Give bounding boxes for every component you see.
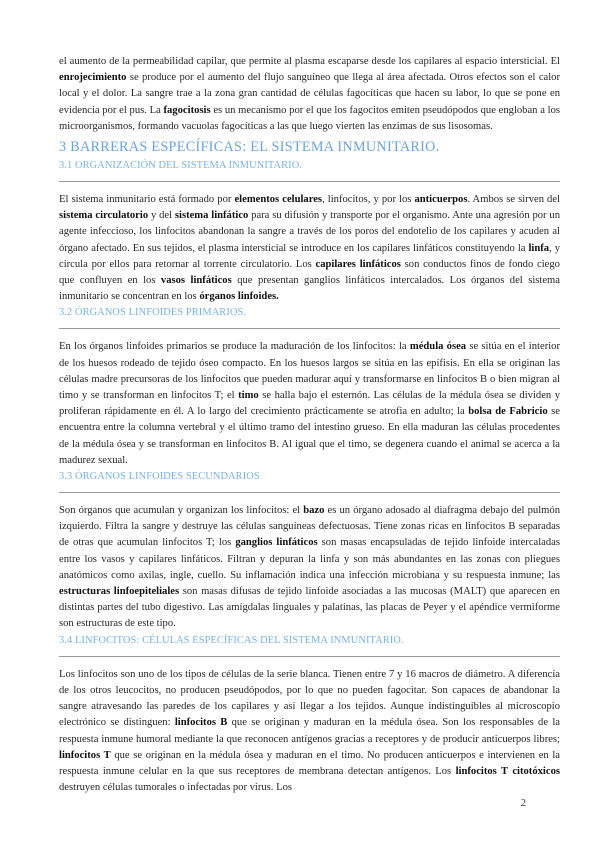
section-divider: [59, 492, 560, 493]
section-3-1-paragraph: El sistema inmunitario está formado por elementos celulares, linfocitos, y por los anticuerpos. Ambos se sirven del sistema circulatorio y del sistema linfático para su difusión y transporte por el organismo. Ante una agresión por un agente infeccioso, los linfocitos abandonan la sangre a través de los poros del endotelio de los capilares y acuden al órgano afectado. En sus tejidos, el plasma intersticial se introduce en los capilares linfáticos constituyendo la linfa, y circula por ellos para retornar al torrente circulatorio. Los capilares linfáticos son conductos finos de fondo ciego que confluyen en los vasos linfáticos que presentan ganglios linfáticos intercalados. Los órganos del sistema inmunitario se concentran en los órganos linfoides.: [59, 194, 561, 303]
section-3-3-heading: 3.3 ÓRGANOS LINFOIDES SECUNDARIOS: [59, 471, 260, 483]
section-3-heading: 3 BARRERAS ESPECÍFICAS: EL SISTEMA INMUNITARIO.: [59, 139, 440, 156]
section-divider: [59, 181, 560, 182]
section-3-1-heading: 3.1 ORGANIZACIÓN DEL SISTEMA INMUNITARIO.: [59, 160, 303, 172]
section-3-2-heading: 3.2 ÓRGANOS LINFOIDES PRIMARIOS.: [59, 307, 247, 319]
intro-paragraph: el aumento de la permeabilidad capilar, que permite al plasma escaparse desde los capilares al espacio intersticial. El enrojecimiento se produce por el aumento del flujo sanguíneo que llega al área afectada. Otros efectos son el calor local y el dolor. La sangre trae a la zona gran cantidad de células fagocíticas que hacen su labor, lo que se pone en evidencia por el pus. La fagocitosis es un mecanismo por el que los fagocitos emiten pseudópodos que engloban a los microorganismos, formando vacuolas fagocíticas a las que luego vierten las enzimas de sus lisosomas.: [59, 56, 560, 132]
section-3-2-paragraph: En los órganos linfoides primarios se produce la maduración de los linfocitos: la médula ósea se sitúa en el interior de los huesos rodeado de tejido óseo compacto. En los huesos largos se sitúa en las epífisis. En ella se originan las células madre precursoras de los linfocitos que pueden madurar aquí y transformarse en linfocitos B o bien migran al timo y se transforman en linfocitos T; el timo se halla bajo el esternón. Las células de la médula ósea se dividen y proliferan rápidamente en él. A lo largo del crecimiento prácticamente se atrofia en adulto; la bolsa de Fabricio se encuentra entre la columna vertebral y el último tramo del intestino grueso. En ella maduran las células procedentes de la médula ósea y se transforman en linfocitos B. Al igual que el timo, se degenera cuando el animal se acerca a la madurez sexual.: [59, 341, 561, 466]
section-3-4-paragraph: Los linfocitos son uno de los tipos de células de la serie blanca. Tienen entre 7 y 16 macros de diámetro. A diferencia de los otros leucocitos, no producen pseudópodos, por lo que no pueden fagocitar. Son capaces de abandonar la sangre atravesando las paredes de los capilares y así llegar a los tejidos. Aunque indistinguibles al microscopio electrónico se distinguen: linfocitos B que se originan y maduran en la médula ósea. Son los responsables de la respuesta inmune humoral mediante la que reconocen antígenos gracias a receptores y de producir anticuerpos libres; linfocitos T que se originan en la médula ósea y maduran en el timo. No producen anticuerpos e intervienen en la respuesta inmune celular en la que sus receptores de membrana detectan antígenos. Los linfocitos T citotóxicos destruyen células tumorales o infectadas por virus. Los: [59, 668, 560, 794]
section-3-4-heading: 3.4 LINFOCITOS: CÉLULAS ESPECÍFICAS DEL SISTEMA INMUNITARIO.: [59, 634, 404, 646]
section-divider: [59, 328, 560, 329]
section-divider: [59, 656, 560, 657]
section-3-3-paragraph: Son órganos que acumulan y organizan los linfocitos: el bazo es un órgano adosado al diafragma debajo del pulmón izquierdo. Filtra la sangre y destruye las células sanguíneas defectuosas. Tiene zonas ricas en linfocitos B separadas de otras que acumulan linfocitos T; los ganglios linfáticos son masas encapsuladas de tejido linfoide intercaladas entre los vasos y capilares linfáticos. Filtran y depuran la linfa y son más abundantes en las zonas con pliegues anatómicos como axilas, ingle, cuello. Su inflamación indica una infección microbiana y su respuesta inmune; las estructuras linfoepiteliales son masas difusas de tejido linfoide asociadas a las mucosas (MALT) que aparecen en distintas partes del tubo digestivo. Las amígdalas linguales y palatinas, las placas de Peyer y el apéndice vermiforme son estructuras de este tipo.: [59, 505, 561, 630]
page-number: 2: [520, 798, 526, 809]
